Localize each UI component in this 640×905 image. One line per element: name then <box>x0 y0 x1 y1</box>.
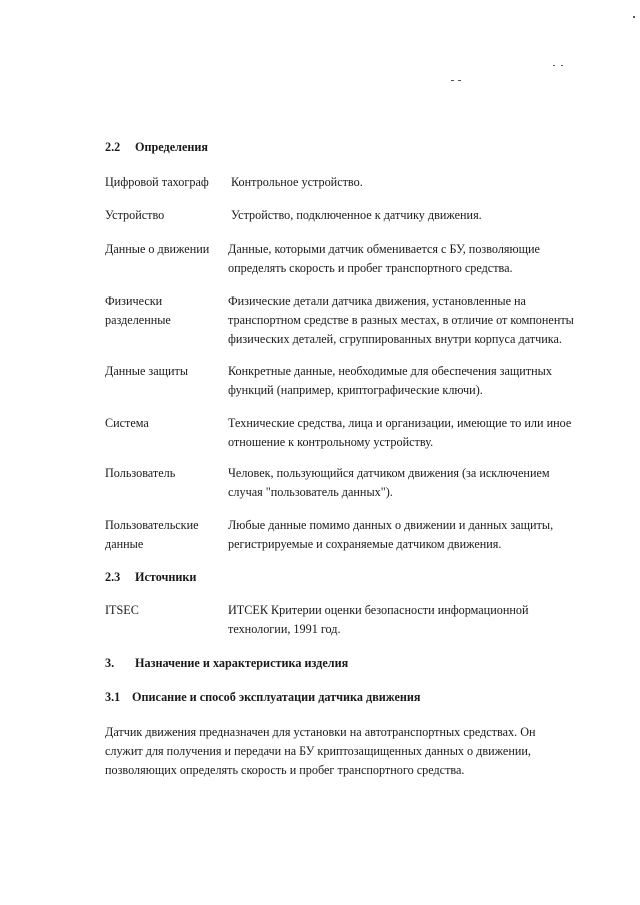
definition-text <box>228 516 608 554</box>
section-heading-purpose <box>105 654 348 673</box>
term-line: Пользовательские <box>105 518 199 532</box>
definition-term <box>105 173 223 192</box>
term-line: Физически <box>105 294 163 308</box>
definition-line: Технические средства, лица и организации, имеющие то или иное <box>228 416 572 430</box>
term-line: данные <box>105 537 144 551</box>
section-title: Назначение и характеристика изделия <box>135 656 349 670</box>
definition-text <box>228 414 608 452</box>
definition-line: транспортном средстве в разных местах, в отличие от компоненты <box>228 313 574 327</box>
definition-line: определять скорость и пробег транспортного средства. <box>228 261 513 275</box>
source-text <box>228 601 608 639</box>
definition-line: ИТСЕК Критерии оценки безопасности информационной <box>228 603 529 617</box>
paragraph-line: Датчик движения предназначен для установки на автотранспортных средствах. Он <box>105 725 536 739</box>
section-title: Описание и способ эксплуатации датчика движения <box>132 690 421 704</box>
section-title: Определения <box>135 140 208 154</box>
section-heading-description <box>105 688 421 707</box>
definition-line: функций (например, криптографические ключи). <box>228 383 483 397</box>
section-heading-definitions <box>105 138 208 157</box>
definition-line: Устройство, подключенное к датчику движения. <box>231 208 482 222</box>
term-line: Данные защиты <box>105 364 189 378</box>
definition-text <box>231 206 611 225</box>
term-line: Цифровой тахограф <box>105 175 209 189</box>
definition-line: технологии, 1991 год. <box>228 622 341 636</box>
definition-term <box>105 464 223 483</box>
definition-line: физических деталей, сгруппированных внутри корпуса датчика. <box>228 332 562 346</box>
section-number: 2.3 <box>105 570 121 584</box>
definition-text <box>228 240 608 278</box>
term-line: разделенные <box>105 313 171 327</box>
definition-line: отношение к контрольному устройству. <box>228 435 434 449</box>
definition-line: Физические детали датчика движения, установленные на <box>228 294 526 308</box>
definition-line: Любые данные помимо данных о движении и данных защиты, <box>228 518 554 532</box>
definition-text <box>228 292 608 349</box>
definition-text <box>228 362 608 400</box>
definition-line: регистрируемые и сохраняемые датчиком движения. <box>228 537 502 551</box>
definition-text <box>228 464 608 502</box>
term-line: ITSEC <box>105 603 139 617</box>
term-line: Система <box>105 416 149 430</box>
definition-term <box>105 414 223 433</box>
section-title: Источники <box>135 570 197 584</box>
definition-line: Контрольное устройство. <box>231 175 363 189</box>
definition-text <box>231 173 611 192</box>
definition-term <box>105 516 223 554</box>
term-line: Пользователь <box>105 466 176 480</box>
definition-line: случая "пользователь данных"). <box>228 485 393 499</box>
term-line: Устройство <box>105 208 165 222</box>
section-heading-sources <box>105 568 196 587</box>
definition-term <box>105 206 223 225</box>
section-number: 2.2 <box>105 140 121 154</box>
section-number: 3. <box>105 656 115 670</box>
definition-line: Данные, которыми датчик обменивается с БУ, позволяющие <box>228 242 540 256</box>
term-line: Данные о движении <box>105 242 210 256</box>
definition-term <box>105 240 223 259</box>
body-paragraph <box>105 723 575 780</box>
paragraph-line: служит для получения и передачи на БУ криптозащищенных данных о движении, <box>105 744 531 758</box>
source-term <box>105 601 223 620</box>
definition-term <box>105 292 223 330</box>
section-number: 3.1 <box>105 690 121 704</box>
definition-line: Человек, пользующийся датчиком движения (за исключением <box>228 466 550 480</box>
definition-term <box>105 362 223 381</box>
definition-line: Конкретные данные, необходимые для обеспечения защитных <box>228 364 552 378</box>
paragraph-line: позволяющих определять скорость и пробег транспортного средства. <box>105 763 465 777</box>
